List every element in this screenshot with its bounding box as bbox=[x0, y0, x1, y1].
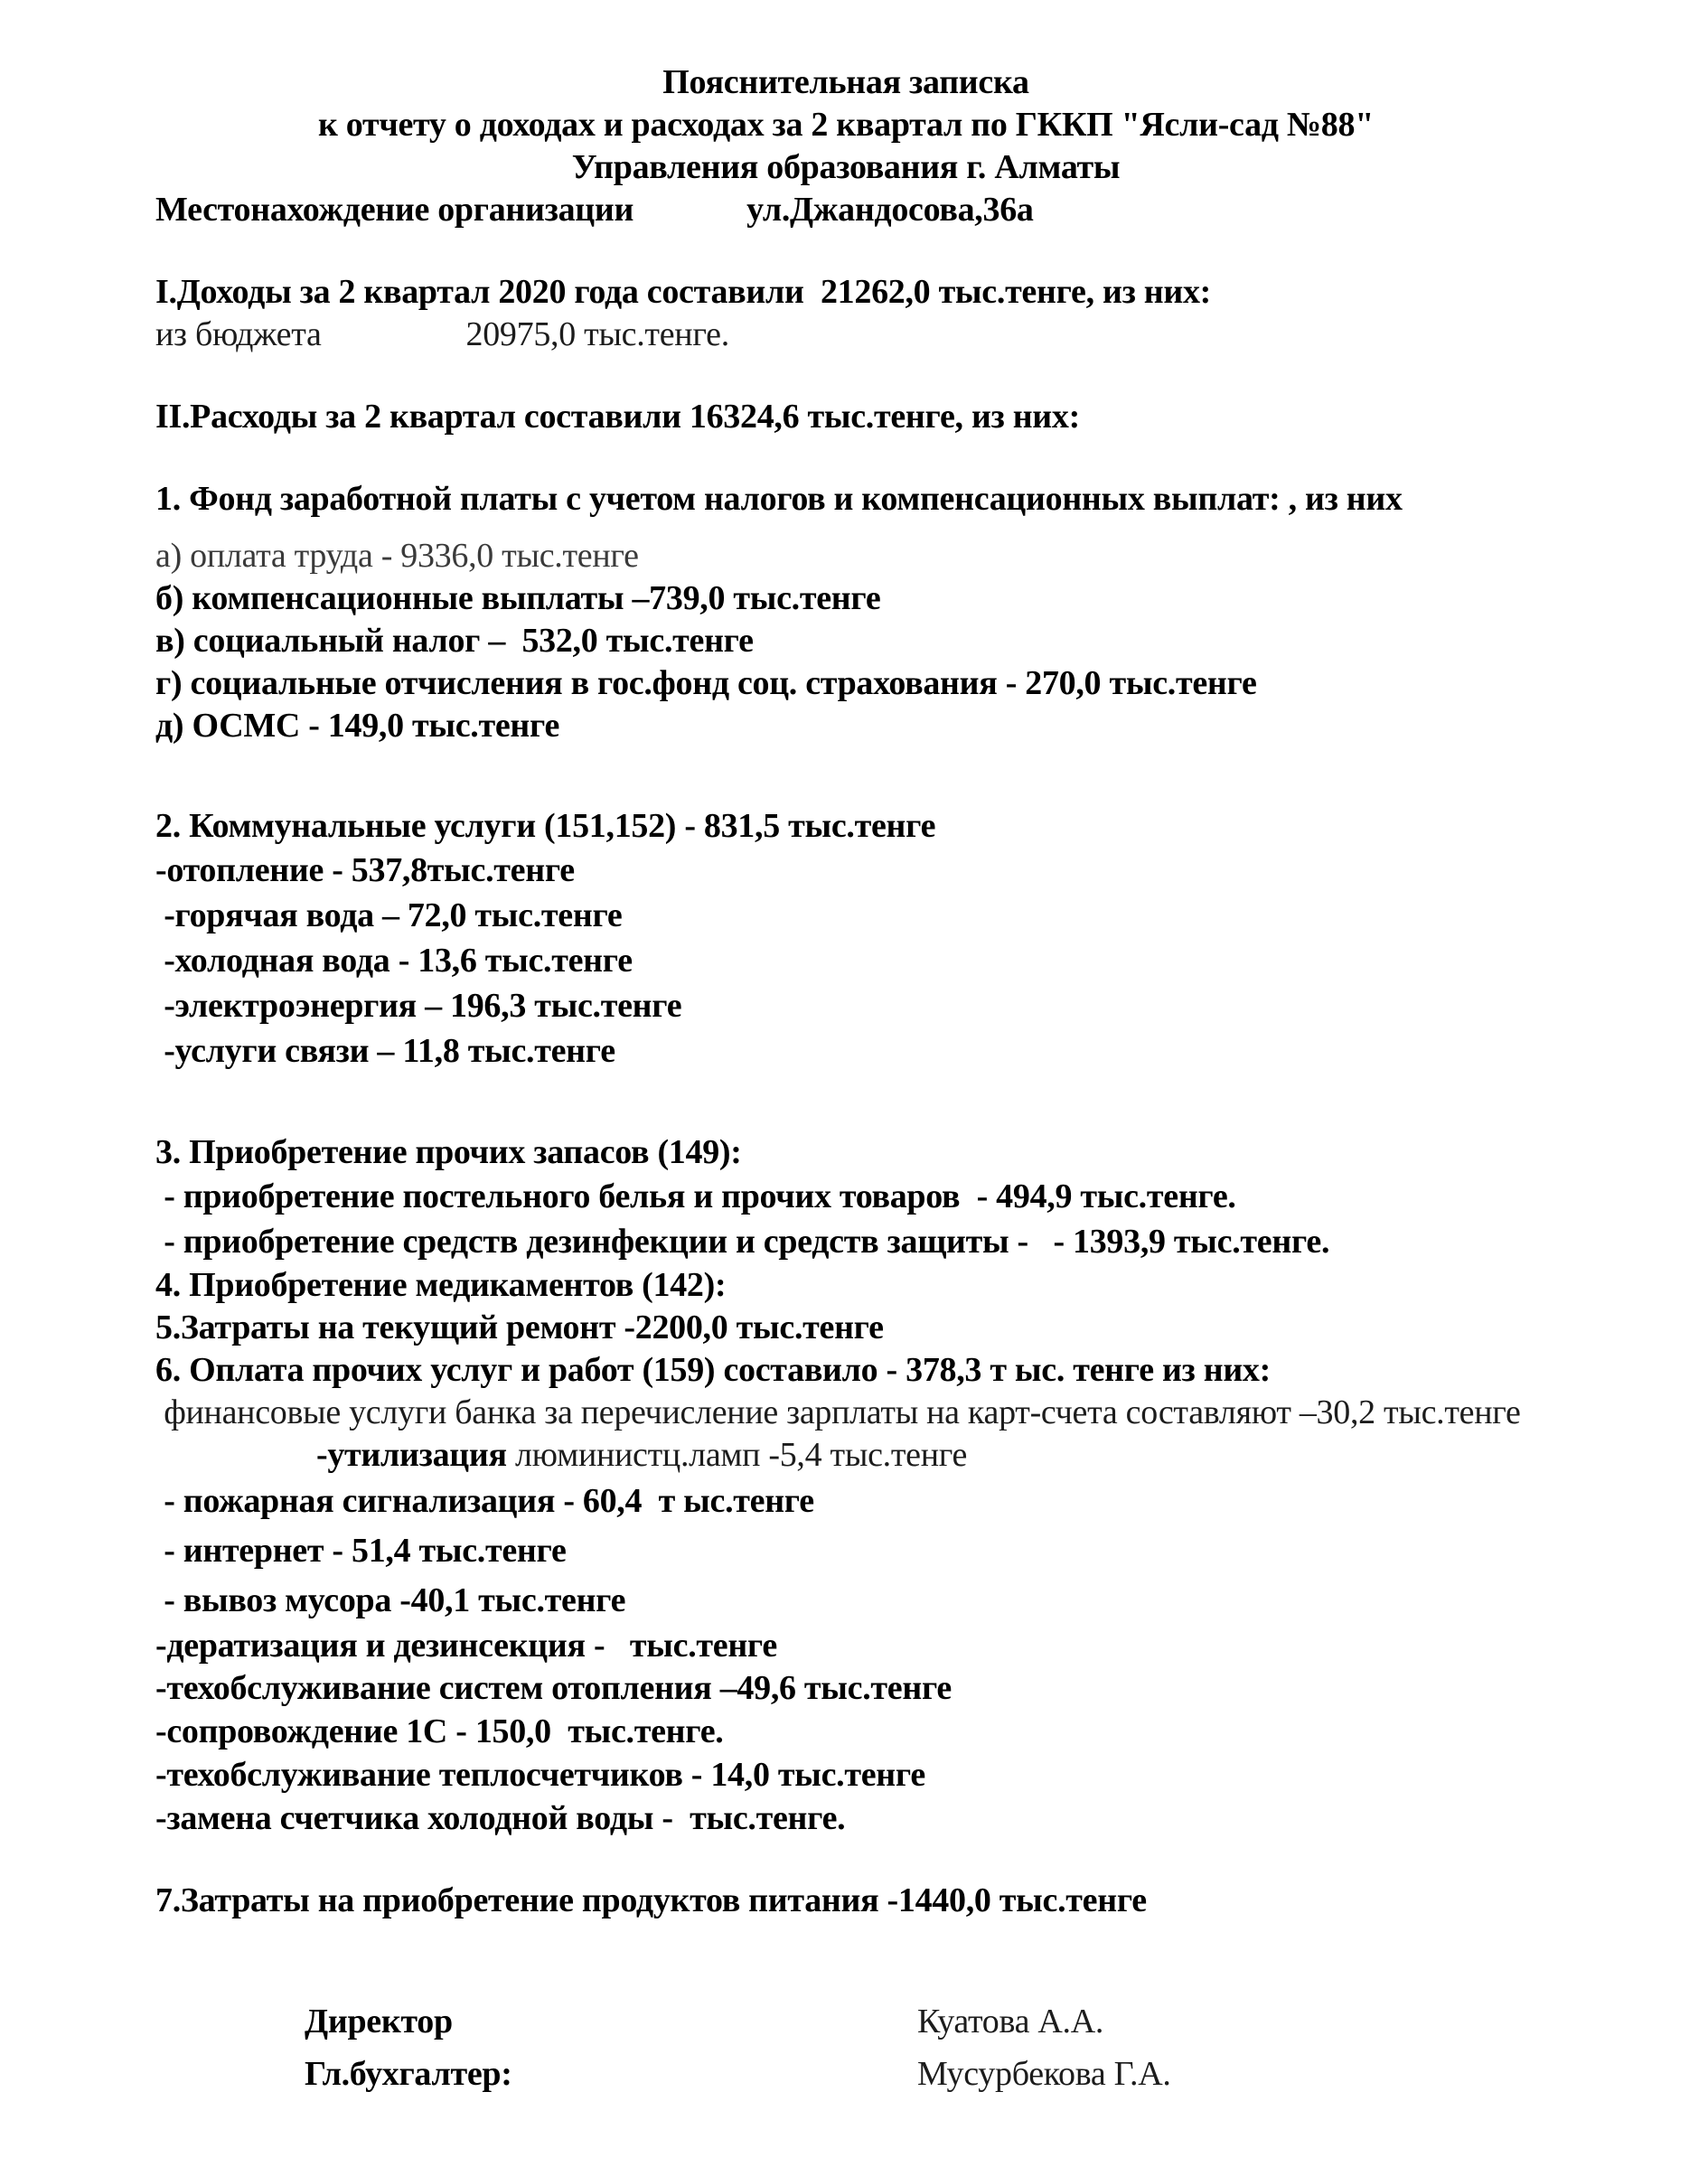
section3-item-linen: - приобретение постельного белья и прочих товаров - 494,9 тыс.тенге. bbox=[155, 1177, 1236, 1215]
income-heading: I.Доходы за 2 квартал 2020 года составили 21262,0 тыс.тенге, из них: bbox=[155, 273, 1212, 311]
budget-label: из бюджета bbox=[155, 315, 322, 353]
section6-utilization-line bbox=[316, 1434, 1672, 1477]
section2-heading: 2. Коммунальные услуги (151,152) - 831,5 тыс.тенге bbox=[155, 807, 936, 845]
section1-item-g: г) социальные отчисления в гос.фонд соц. страхования - 270,0 тыс.тенге bbox=[155, 664, 1257, 702]
section1-item-d: д) ОСМС - 149,0 тыс.тенге bbox=[155, 707, 560, 745]
title-line-1: Пояснительная записка bbox=[662, 63, 1029, 101]
utilization-rest: люминистц.ламп -5,4 тыс.тенге bbox=[506, 1436, 968, 1474]
section1-item-a: а) оплата труда - 9336,0 тыс.тенге bbox=[155, 537, 639, 575]
section5-heading: 5.Затраты на текущий ремонт -2200,0 тыс.тенге bbox=[155, 1309, 884, 1346]
director-role-label: Директор bbox=[305, 2003, 453, 2040]
title-line-3: Управления образования г. Алматы bbox=[571, 148, 1121, 186]
section2-item-electricity: -электроэнергия – 196,3 тыс.тенге bbox=[155, 987, 682, 1025]
location-line bbox=[155, 189, 1672, 231]
location-label: Местонахождение организации bbox=[155, 191, 634, 229]
section2-item-cold-water: -холодная вода - 13,6 тыс.тенге bbox=[155, 942, 633, 980]
expenses-heading: II.Расходы за 2 квартал составили 16324,6 тыс.тенге, из них: bbox=[155, 398, 1080, 436]
section6-heading: 6. Оплата прочих услуг и работ (159) составило - 378,3 т ыс. тенге из них: bbox=[155, 1351, 1271, 1389]
section6-item-heating-maintenance: -техобслуживание систем отопления –49,6 тыс.тенге bbox=[155, 1669, 952, 1707]
section7-heading: 7.Затраты на приобретение продуктов питания -1440,0 тыс.тенге bbox=[155, 1881, 1147, 1919]
utilization-prefix: -утилизация bbox=[316, 1436, 507, 1474]
section1-heading: 1. Фонд заработной платы с учетом налогов и компенсационных выплат: , из них bbox=[155, 480, 1403, 518]
section6-item-meter-replacement: -замена счетчика холодной воды - тыс.тенге. bbox=[155, 1799, 846, 1837]
accountant-name: Мусурбекова Г.А. bbox=[917, 2055, 1171, 2093]
section6-item-fire-alarm: - пожарная сигнализация - 60,4 т ыс.тенге bbox=[155, 1482, 814, 1520]
section3-heading: 3. Приобретение прочих запасов (149): bbox=[155, 1133, 742, 1171]
accountant-role-label: Гл.бухгалтер: bbox=[305, 2055, 512, 2093]
section6-item-internet: - интернет - 51,4 тыс.тенге bbox=[155, 1532, 567, 1570]
income-budget-line bbox=[155, 314, 1672, 356]
section2-item-heating: -отопление - 537,8тыс.тенге bbox=[155, 851, 575, 889]
director-name: Куатова А.А. bbox=[917, 2003, 1104, 2040]
signature-row-director bbox=[155, 1999, 1672, 2044]
section1-item-v: в) социальный налог – 532,0 тыс.тенге bbox=[155, 622, 754, 660]
section6-item-meter-maintenance: -техобслуживание теплосчетчиков - 14,0 тыс.тенге bbox=[155, 1756, 925, 1794]
section6-item-deratization: -дератизация и дезинсекция - тыс.тенге bbox=[155, 1627, 777, 1665]
signature-block bbox=[155, 1999, 1672, 2097]
section4-heading: 4. Приобретение медикаментов (142): bbox=[155, 1266, 727, 1304]
section1-item-b: б) компенсационные выплаты –739,0 тыс.тенге bbox=[155, 579, 881, 617]
section6-item-1c-support: -сопровождение 1С - 150,0 тыс.тенге. bbox=[155, 1712, 724, 1750]
section6-item-garbage: - вывоз мусора -40,1 тыс.тенге bbox=[155, 1581, 626, 1619]
title-line-2: к отчету о доходах и расходах за 2 квартал по ГККП "Ясли-сад №88" bbox=[317, 106, 1374, 144]
section3-item-disinfection: - приобретение средств дезинфекции и средств защиты - - 1393,9 тыс.тенге. bbox=[155, 1223, 1330, 1261]
signature-row-accountant bbox=[155, 2051, 1672, 2097]
section2-item-hot-water: -горячая вода – 72,0 тыс.тенге bbox=[155, 896, 623, 934]
location-value: ул.Джандосова,36а bbox=[746, 191, 1034, 229]
budget-value: 20975,0 тыс.тенге. bbox=[465, 315, 729, 353]
section6-bank-line: финансовые услуги банка за перечисление зарплаты на карт-счета составляют –30,2 тыс.тенге bbox=[155, 1393, 1521, 1431]
section2-item-communication: -услуги связи – 11,8 тыс.тенге bbox=[155, 1032, 615, 1070]
